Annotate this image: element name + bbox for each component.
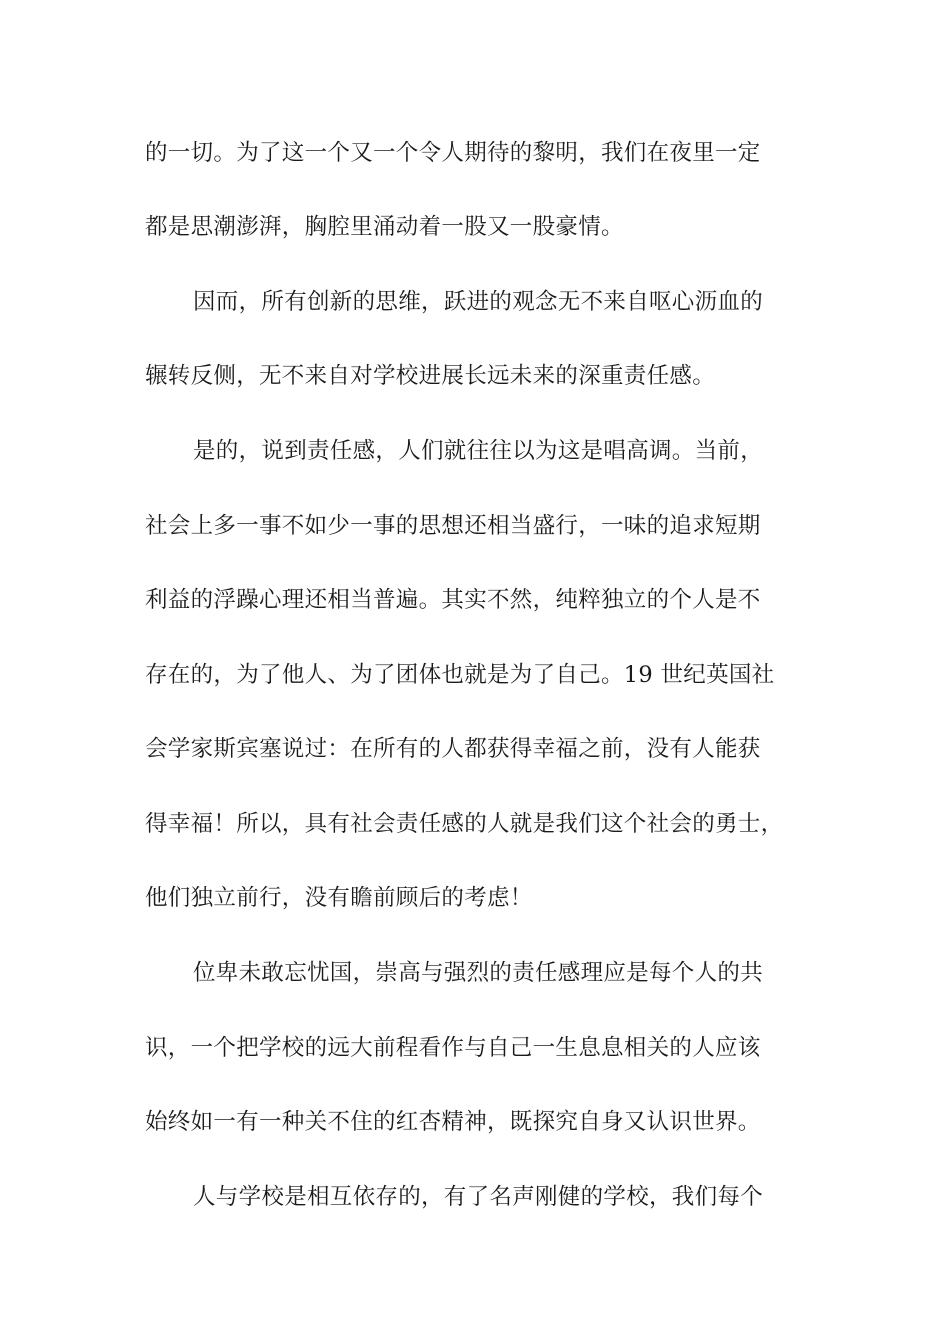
paragraph-first-line: 位卑未敢忘忧国，崇高与强烈的责任感理应是每个人的共 [193,960,764,986]
paragraph-first-line: 因而，所有创新的思维，跃进的观念无不来自呕心沥血的 [193,289,764,315]
text-line: 他们独立前行，没有瞻前顾后的考虑！ [145,885,533,911]
paragraph-first-line: 人与学校是相互依存的，有了名声刚健的学校，我们每个 [193,1184,764,1210]
paragraph-first-line: 是的，说到责任感，人们就往往以为这是唱高调。当前， [193,438,764,464]
text-line: 识，一个把学校的远大前程看作与自己一生息息相关的人应该 [145,1035,761,1061]
text-line: 存在的，为了他人、为了团体也就是为了自己。19 世纪英国社 [145,662,775,688]
text-line: 社会上多一事不如少一事的思想还相当盛行，一味的追求短期 [145,513,761,539]
text-line: 始终如一有一种关不住的红杏精神，既探究自身又认识世界。 [145,1109,761,1135]
text-line: 的一切。为了这一个又一个令人期待的黎明，我们在夜里一定 [145,140,761,166]
text-line: 得幸福！所以，具有社会责任感的人就是我们这个社会的勇士， [145,811,784,837]
text-line: 利益的浮躁心理还相当普遍。其实不然，纯粹独立的个人是不 [145,587,761,613]
text-line: 都是思潮澎湃，胸腔里涌动着一股又一股豪情。 [145,214,624,240]
text-line: 辗转反侧，无不来自对学校进展长远未来的深重责任感。 [145,363,716,389]
text-line: 会学家斯宾塞说过：在所有的人都获得幸福之前，没有人能获 [145,736,761,762]
